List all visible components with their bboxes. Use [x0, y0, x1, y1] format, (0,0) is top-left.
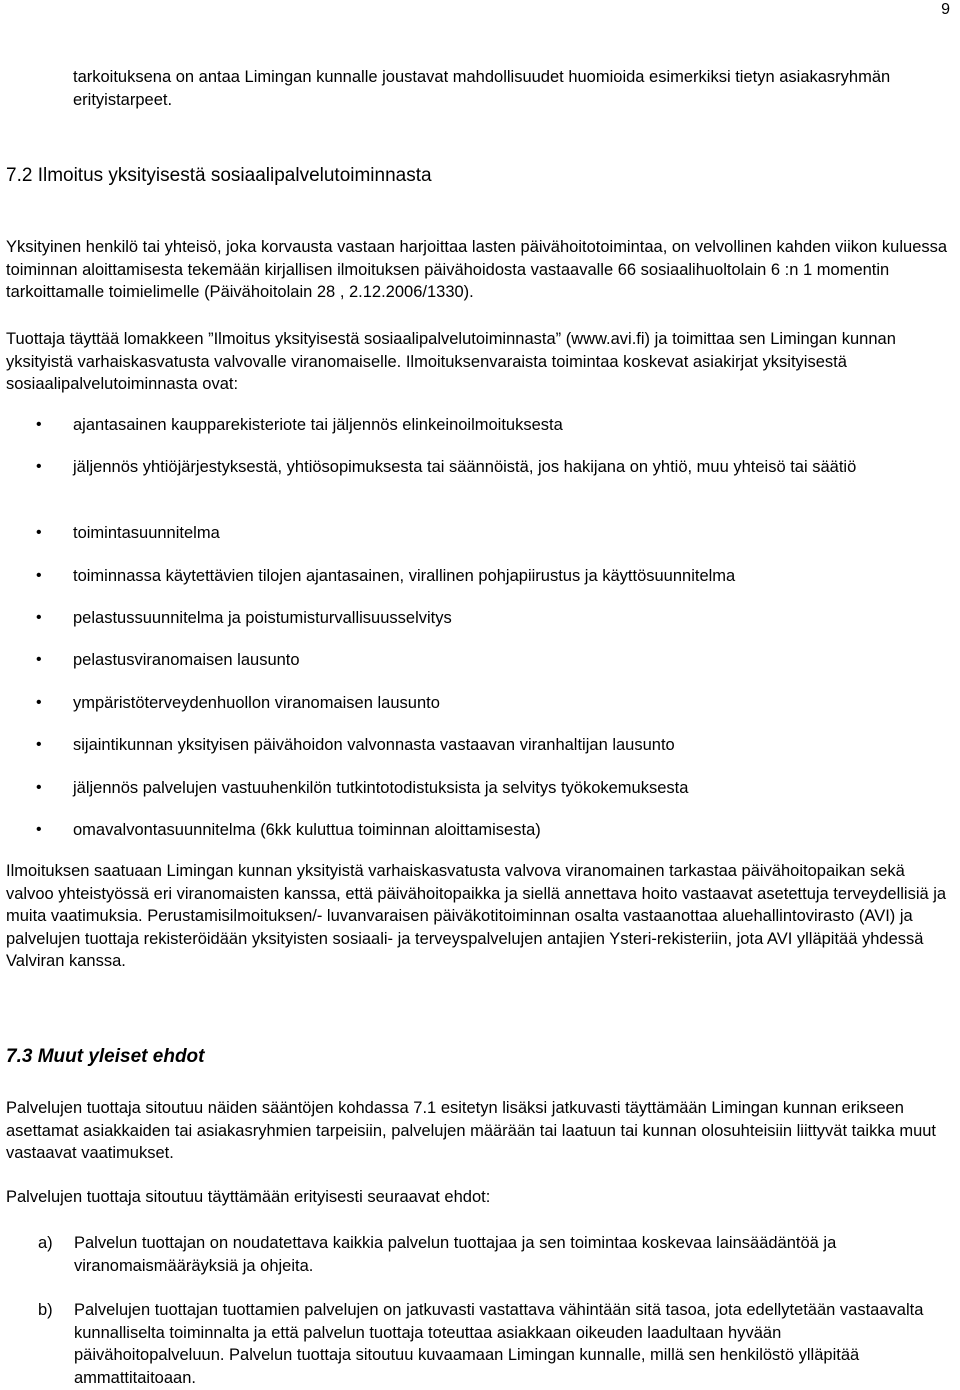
list-item-text: jäljennös palvelujen vastuuhenkilön tutkintotodistuksista ja selvitys työkokemuksesta — [73, 779, 689, 797]
list-item-letter: a) — [38, 1234, 53, 1252]
bullet-icon: • — [36, 416, 42, 433]
list-item-text: toimintasuunnitelma — [73, 524, 220, 542]
list-item-text: toiminnassa käytettävien tilojen ajantasainen, virallinen pohjapiirustus ja käyttösuunnitelma — [73, 567, 736, 585]
section-7-3-paragraph-2: Palvelujen tuottaja sitoutuu täyttämään erityisesti seuraavat ehdot: — [6, 1188, 491, 1206]
bullet-icon: • — [36, 524, 42, 541]
section-7-2-heading: 7.2 Ilmoitus yksityisestä sosiaalipalvelutoiminnasta — [6, 165, 432, 186]
intro-paragraph: tarkoituksena on antaa Limingan kunnalle joustavat mahdollisuudet huomioida esimerkiksi tietyn asiakasryhmän erityistarpeet. — [73, 68, 891, 109]
list-item-text: jäljennös yhtiöjärjestyksestä, yhtiösopimuksesta tai säännöistä, jos hakijana on yhtiö, muu yhteisö tai säätiö — [73, 458, 857, 476]
section-7-3-paragraph-1: Palvelujen tuottaja sitoutuu näiden sääntöjen kohdassa 7.1 esitetyn lisäksi jatkuvasti täyttämään Limingan kunnan erikseen asettamat asiakkaiden tai asiakasryhmien tarpeisiin, palvelujen määrään tai laatuun tai kunnan olosuhteisiin liittyvät taikka muut vastaavat vaatimukset. — [6, 1099, 937, 1162]
list-item-text: pelastussuunnitelma ja poistumisturvallisuusselvitys — [73, 609, 452, 627]
bullet-icon: • — [36, 609, 42, 626]
bullet-icon: • — [36, 821, 42, 838]
bullet-icon: • — [36, 736, 42, 753]
list-item-text: ympäristöterveydenhuollon viranomaisen lausunto — [73, 694, 440, 712]
list-item-letter: b) — [38, 1301, 53, 1319]
list-item-text: omavalvontasuunnitelma (6kk kuluttua toiminnan aloittamisesta) — [73, 821, 541, 839]
section-7-2-paragraph-2: Tuottaja täyttää lomakkeen ”Ilmoitus yksityisestä sosiaalipalvelutoiminnasta” (www.avi.fi) ja toimittaa sen Limingan kunnan yksityistä varhaiskasvatusta valvovalle viranomaiselle. Ilmoituksenvaraista toimintaa koskevat asiakirjat yksityisestä sosiaalipalvelutoiminnasta ovat: — [6, 330, 896, 393]
section-7-3-heading: 7.3 Muut yleiset ehdot — [6, 1046, 205, 1067]
list-item-text: pelastusviranomaisen lausunto — [73, 651, 300, 669]
bullet-icon: • — [36, 779, 42, 796]
section-7-2-paragraph-3: Ilmoituksen saatuaan Limingan kunnan yksityistä varhaiskasvatusta valvova viranomainen tarkastaa päivähoitopaikan sekä valvoo yhteistyössä eri viranomaisten kanssa, että päivähoitopaikka ja siellä annettava hoito vastaavat asetettuja terveydellisiä ja muita vaatimuksia. Perustamisilmoituksen/- luvanvaraisen päiväkotitoiminnan osalta vastaanottaa aluehallintovirasto (AVI) ja palvelujen tuottaja rekisteröidään yksityisten sosiaali- ja terveyspalvelujen antajien Ysteri-rekisteriin, jota AVI ylläpitää yhdessä Valviran kanssa. — [6, 862, 947, 970]
list-item-text: ajantasainen kaupparekisteriote tai jäljennös elinkeinoilmoituksesta — [73, 416, 563, 434]
bullet-icon: • — [36, 651, 42, 668]
list-item-text: sijaintikunnan yksityisen päivähoidon valvonnasta vastaavan viranhaltijan lausunto — [73, 736, 675, 754]
bullet-icon: • — [36, 458, 42, 475]
page-number: 9 — [941, 1, 950, 18]
section-7-2-paragraph-1: Yksityinen henkilö tai yhteisö, joka korvausta vastaan harjoittaa lasten päivähoitotoimintaa, on velvollinen kahden viikon kuluessa toiminnan aloittamisesta tekemään kirjallisen ilmoituksen päivähoidosta vastaavalle 66 sosiaalihuoltolain 6 :n 1 momentin tarkoittamalle toimielimelle (Päivähoitolain 28 , 2.12.2006/1330). — [6, 238, 948, 301]
bullet-icon: • — [36, 567, 42, 584]
bullet-icon: • — [36, 694, 42, 711]
list-item-text: Palvelun tuottajan on noudatettava kaikkia palvelun tuottajaa ja sen toimintaa koskevaa lainsäädäntöä ja viranomaismääräyksiä ja ohjeita. — [74, 1234, 837, 1275]
list-item-text: Palvelujen tuottajan tuottamien palvelujen on jatkuvasti vastattava vähintään sitä tasoa, jota edellytetään vastaavalta kunnalliselta toiminnalta ja että palvelun tuottaja toteuttaa asiakkaan oikeuden laadultaan hyvään päivähoitopalveluun. Palvelun tuottaja sitoutuu kuvaamaan Limingan kunnalle, millä sen henkilöstö ylläpitää ammattitaitoaan. — [74, 1301, 924, 1387]
